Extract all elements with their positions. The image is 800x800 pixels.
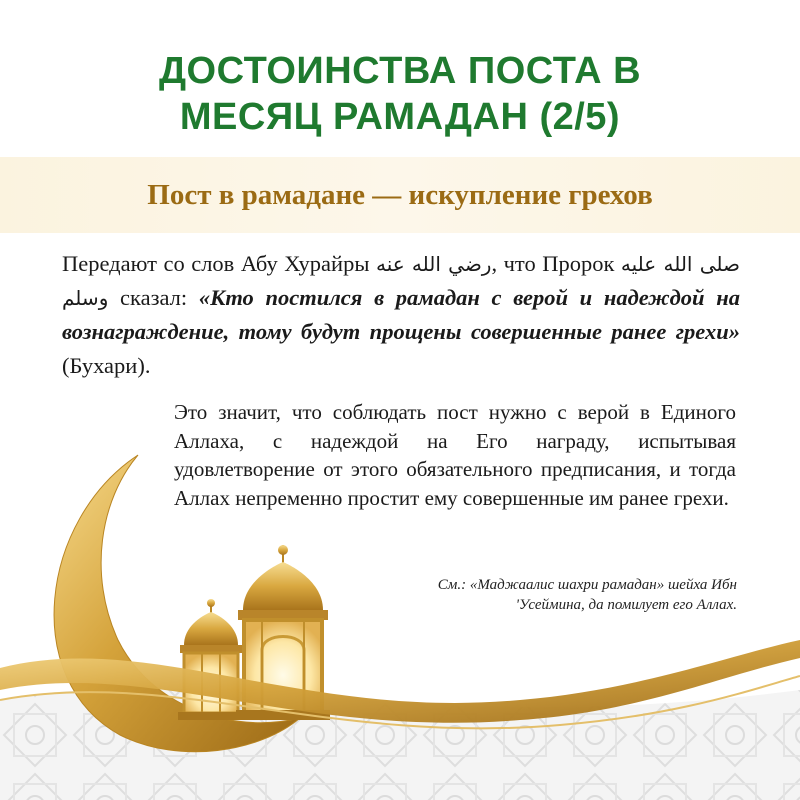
subtitle-band bbox=[0, 157, 800, 233]
hadith-intro: Передают со слов Абу Хурайры bbox=[62, 251, 370, 276]
title-line-2: МЕСЯЦ РАМАДАН (2/5) bbox=[179, 96, 621, 138]
explanation-paragraph: Это значит, что соблюдать пост нужно с верой в Единого Аллаха, с надеждой на Его награду, испытывая удовлетворение от этого обязательного предписания, и тогда Аллах непременно простит ему совершенные им ранее грехи. bbox=[174, 400, 736, 510]
hadith-said: сказал: bbox=[108, 285, 199, 310]
hadith-paragraph bbox=[62, 247, 740, 383]
arabic-radi-text: رضي الله عنه bbox=[375, 252, 492, 276]
subtitle: Пост в рамадане — искупление грехов bbox=[147, 179, 653, 211]
hadith-source: (Бухари). bbox=[62, 353, 151, 378]
citation: См.: «Маджаалис шахри рамадан» шейха Ибн 'Усеймина, да помилует его Аллах. bbox=[437, 577, 737, 613]
hadith-mid: , что Пророк bbox=[491, 251, 615, 276]
title-line-1: ДОСТОИНСТВА ПОСТА В bbox=[158, 50, 642, 92]
arabic-salla-text: صلى الله عليه وسلم bbox=[62, 252, 740, 310]
page-title bbox=[0, 48, 800, 140]
hadith-quote: «Кто постился в рамадан с верой и надеждой на вознаграждение, тому будут прощены совершенные ранее грехи» bbox=[62, 285, 740, 344]
